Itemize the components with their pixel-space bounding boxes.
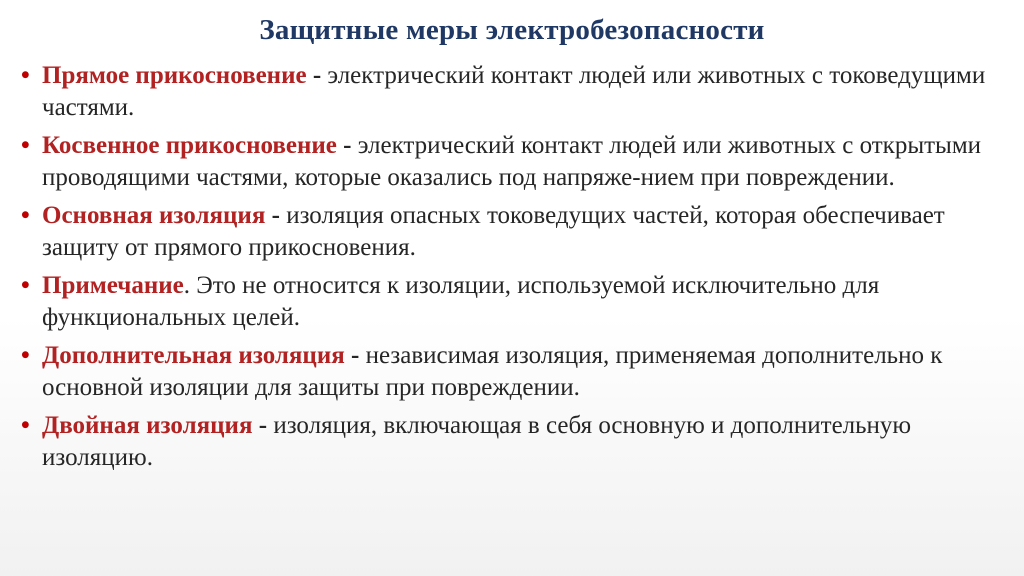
definitions-list [20,60,1010,480]
separator: . [183,272,197,299]
list-item-double-insulation [20,410,1010,474]
bullet-icon: • [21,202,30,229]
term-direct-contact: Прямое прикосновение [42,62,307,89]
list-item-direct-contact [20,60,1010,124]
bullet-icon: • [21,132,30,159]
term-note: Примечание [42,272,184,299]
list-item-supplementary-insulation [20,340,1010,404]
definition-text: электрический контакт людей или животных с открытыми проводящими частями, которые оказались под напряже-нием при повреждении. [42,132,982,191]
definition-text: изоляция опасных токоведущих частей, которая обеспечивает защиту от прямого прикосновения. [42,202,945,261]
term-basic-insulation: Основная изоляция [42,202,266,229]
definition-text: Это не относится к изоляции, используемой исключительно для функциональных целей. [42,272,880,331]
separator: - [344,342,366,369]
separator: - [265,202,287,229]
definition-text: электрический контакт людей или животных с токоведущими частями. [42,62,986,121]
definition-text: изоляция, включающая в себя основную и дополнительную изоляцию. [42,412,912,471]
list-item-indirect-contact [20,130,1010,194]
list-item-basic-insulation [20,200,1010,264]
slide-title: Защитные меры электробезопасности [259,14,765,46]
separator: - [306,62,328,89]
term-supplementary-insulation: Дополнительная изоляция [42,342,345,369]
term-indirect-contact: Косвенное прикосновение [42,132,337,159]
bullet-icon: • [21,62,30,89]
separator: - [336,132,358,159]
bullet-icon: • [21,412,30,439]
list-item-note [20,270,1010,334]
bullet-icon: • [21,272,30,299]
separator: - [252,412,274,439]
bullet-icon: • [21,342,30,369]
term-double-insulation: Двойная изоляция [42,412,253,439]
definition-text: независимая изоляция, применяемая дополнительно к основной изоляции для защиты при повреждении. [42,342,943,401]
